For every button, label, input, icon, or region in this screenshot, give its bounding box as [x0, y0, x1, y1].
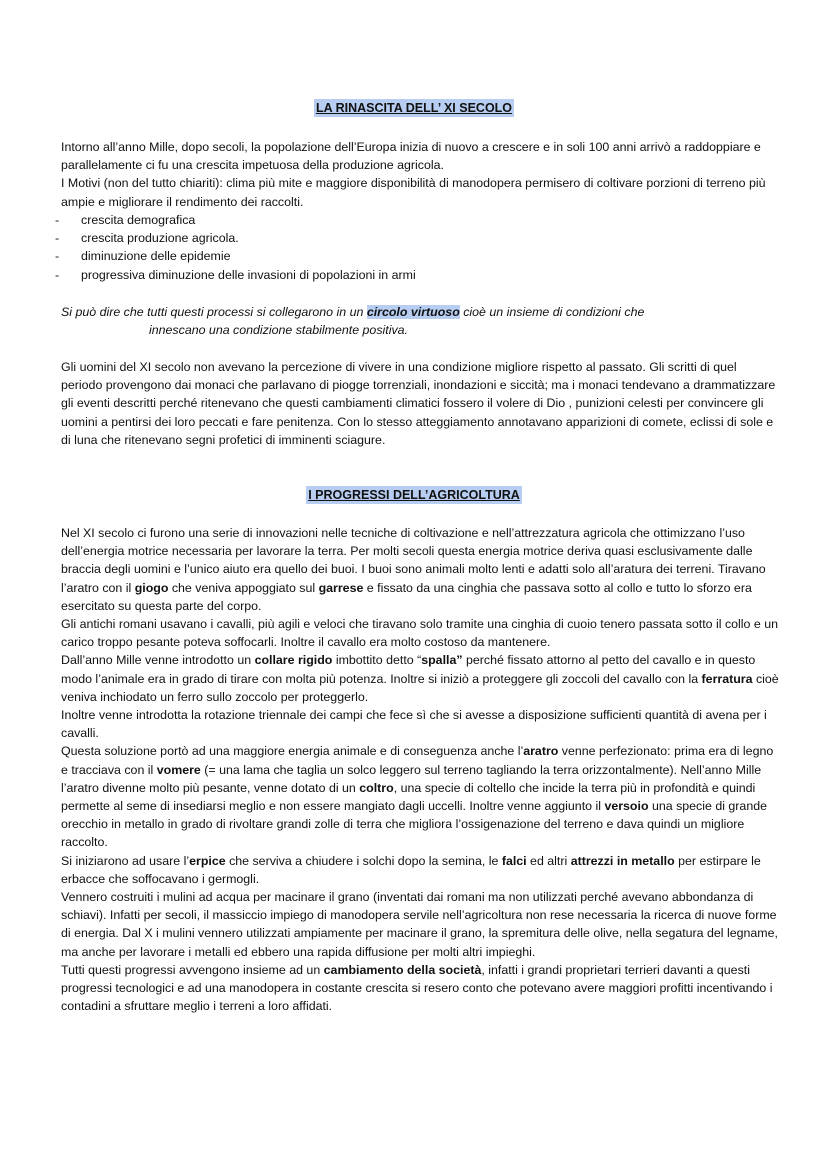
bold-term: giogo — [134, 580, 169, 595]
bold-term: cambiamento della società — [323, 962, 482, 977]
text: Dall’anno Mille venne introdotto un — [61, 653, 255, 668]
quote-line-1 — [61, 303, 781, 321]
list-item-text: progressiva diminuzione delle invasioni di popolazioni in armi — [81, 267, 416, 282]
list-dash: - — [55, 249, 60, 264]
agri-paragraph-6 — [61, 852, 781, 888]
text: Tutti questi progressi avvengono insieme ad un — [61, 962, 324, 977]
text: Nel XI secolo ci furono una serie di innovazioni nelle tecniche di coltivazione e nell’attrezzatura agricola che ottimizzano l’uso dell’energia motrice necessaria per lavorare la terra. Per molti secoli questa energia motrice deriva quasi esclusivamente dalle braccia degli uomini e l’unico aiuto era quello dei buoi. I buoi sono animali molto lenti e adatti solo all’aratura dei terreni. Tiravano l’aratro con il — [61, 526, 766, 595]
list-dash: - — [55, 231, 60, 246]
list-item-text: crescita demografica — [81, 213, 196, 227]
bold-term: spalla” — [421, 653, 463, 668]
monks-paragraph: Gli uomini del XI secolo non avevano la percezione di vivere in una condizione migliore rispetto al passato. Gli scritti di quel periodo provengono dai monaci che parlavano di piogge torrenziali, inondazioni e siccità; ma i monaci tendevano a drammatizzare gli eventi descritti perché ritenevano che questi cambiamenti climatici fossero il volere di Dio , punizioni celesti per convincere gli uomini a pentirsi dei loro peccati e fare penitenza. Con lo stesso atteggiamento annotavano apparizioni di comete, eclissi di sole e di luna che ritenevano segni profetici di imminenti sciagure. — [61, 360, 776, 447]
bold-term: ferratura — [701, 671, 753, 686]
text: (= una lama che taglia un solco leggero sul terreno tagliando la terra orizzontalmente). Nell’anno Mille l’aratro divenne molto più pesante, venne dotato di un — [61, 762, 762, 795]
text: venne perfezionato: prima era di legno e tracciava con il — [61, 744, 774, 777]
list-item-text: crescita produzione agricola. — [81, 231, 239, 246]
agri-paragraph-2: Gli antichi romani usavano i cavalli, più agili e veloci che tiravano solo tramite una cinghia di cuoio tenero passata sotto il collo e un carico troppo pesante poteva soffocarli. Inoltre il cavallo era molto costoso da mantenere. — [61, 617, 778, 650]
bold-term: collare rigido — [254, 653, 333, 668]
agri-paragraph-1 — [61, 524, 781, 615]
text: per estirpare le erbacce che soffocavano i germogli. — [61, 853, 761, 886]
title-container — [0, 99, 828, 117]
agriculture-block — [61, 524, 781, 1015]
causes-list — [55, 211, 775, 284]
agri-paragraph-4: Inoltre venne introdotta la rotazione triennale dei campi che fece sì che si avesse a disposizione sufficienti quantità di avena per i cavalli. — [61, 708, 767, 741]
list-item — [55, 266, 775, 284]
bold-term: coltro — [359, 780, 394, 795]
text: una specie di grande orecchio in metallo in grado di rivoltare grandi zolle di terra che migliora l’ossigenazione del terreno e dava quindi un migliore raccolto. — [61, 799, 768, 850]
monks-paragraph-block — [61, 358, 781, 449]
quote-text-a: Si può dire che tutti questi processi si collegarono in un — [61, 305, 367, 319]
list-item — [55, 247, 775, 265]
text: che serviva a chiudere i solchi dopo la semina, le — [225, 853, 502, 868]
text: , una specie di coltello che incide la terra più in profondità e quindi permette al seme di insediarsi meglio e non essere mangiato dagli uccelli. Inoltre venne aggiunto il — [61, 780, 756, 814]
intro-block — [61, 138, 781, 211]
bold-term: garrese — [318, 580, 364, 595]
intro-paragraph-1: Intorno all’anno Mille, dopo secoli, la popolazione dell’Europa inizia di nuovo a crescere e in soli 100 anni arrivò a raddoppiare e parallelamente ci fu una crescita impetuosa della produzione agricola. — [61, 140, 761, 173]
bold-term: aratro — [523, 744, 559, 759]
list-item — [55, 229, 775, 247]
text: cioè veniva inchiodato un ferro sullo zoccolo per proteggerlo. — [61, 671, 779, 704]
quote-text-b: cioè un insieme di condizioni che — [459, 305, 645, 319]
intro-paragraph-2: I Motivi (non del tutto chiariti): clima più mite e maggiore disponibilità di manodopera permisero di coltivare porzioni di terreno più ampie e migliorare il rendimento dei raccolti. — [61, 176, 766, 209]
section-title-rinascita: LA RINASCITA DELL’ XI SECOLO — [315, 101, 513, 115]
agri-paragraph-7: Vennero costruiti i mulini ad acqua per macinare il grano (inventati dai romani ma non utilizzati perché avevano abbondanza di schiavi). Infatti per secoli, il massiccio impiego di manodopera servile nell’agricoltura non rese necessaria la ricerca di nuove forme di energia. Dal X i mulini vennero utilizzati ampiamente per macinare il grano, la spremitura delle olive, nella segatura del legname, ma anche per lavorare i metalli ed ebbero una rapida diffusione per molti altri impieghi. — [61, 890, 778, 959]
section-title-progressi: I PROGRESSI DELL’AGRICOLTURA — [308, 488, 520, 502]
agri-paragraph-3 — [61, 651, 781, 706]
text: Si iniziarono ad usare l’ — [61, 853, 190, 868]
text: ed altri — [526, 853, 571, 868]
bold-term: attrezzi in metallo — [570, 853, 675, 868]
text: perché fissato attorno al petto del cavallo e in questo modo l’animale era in grado di tirare con molta più potenza. Inoltre si iniziò a proteggere gli zoccoli del cavallo con la — [61, 653, 756, 686]
bold-term: falci — [501, 853, 527, 868]
bold-term: erpice — [189, 853, 226, 868]
text: , infatti i grandi proprietari terrieri davanti a questi progressi tecnologici e ad una manodopera in costante crescita si resero conto che potevano avere maggiori profitti incentivando i contadini a sfruttare meglio i terreni a loro affidati. — [61, 962, 773, 1014]
quote-line-2: innescano una condizione stabilmente positiva. — [149, 323, 408, 338]
bold-term: vomere — [156, 762, 201, 777]
text: imbottito detto “ — [332, 653, 422, 668]
text: Questa soluzione portò ad una maggiore energia animale e di conseguenza anche l’ — [61, 744, 524, 759]
list-item — [55, 211, 775, 229]
text: e fissato da una cinghia che passava sotto al collo e tutto lo sforzo era esercitato su questa parte del corpo. — [61, 580, 752, 613]
bold-term: versoio — [604, 799, 649, 814]
text: che veniva appoggiato sul — [168, 580, 319, 595]
list-dash: - — [55, 267, 60, 282]
quote-block — [61, 303, 781, 339]
list-dash: - — [55, 213, 60, 227]
highlighted-term: circolo virtuoso — [366, 305, 460, 319]
agri-paragraph-5 — [61, 742, 781, 851]
title-container — [0, 486, 828, 504]
agri-paragraph-8 — [61, 961, 781, 1016]
list-item-text: diminuzione delle epidemie — [81, 249, 231, 264]
